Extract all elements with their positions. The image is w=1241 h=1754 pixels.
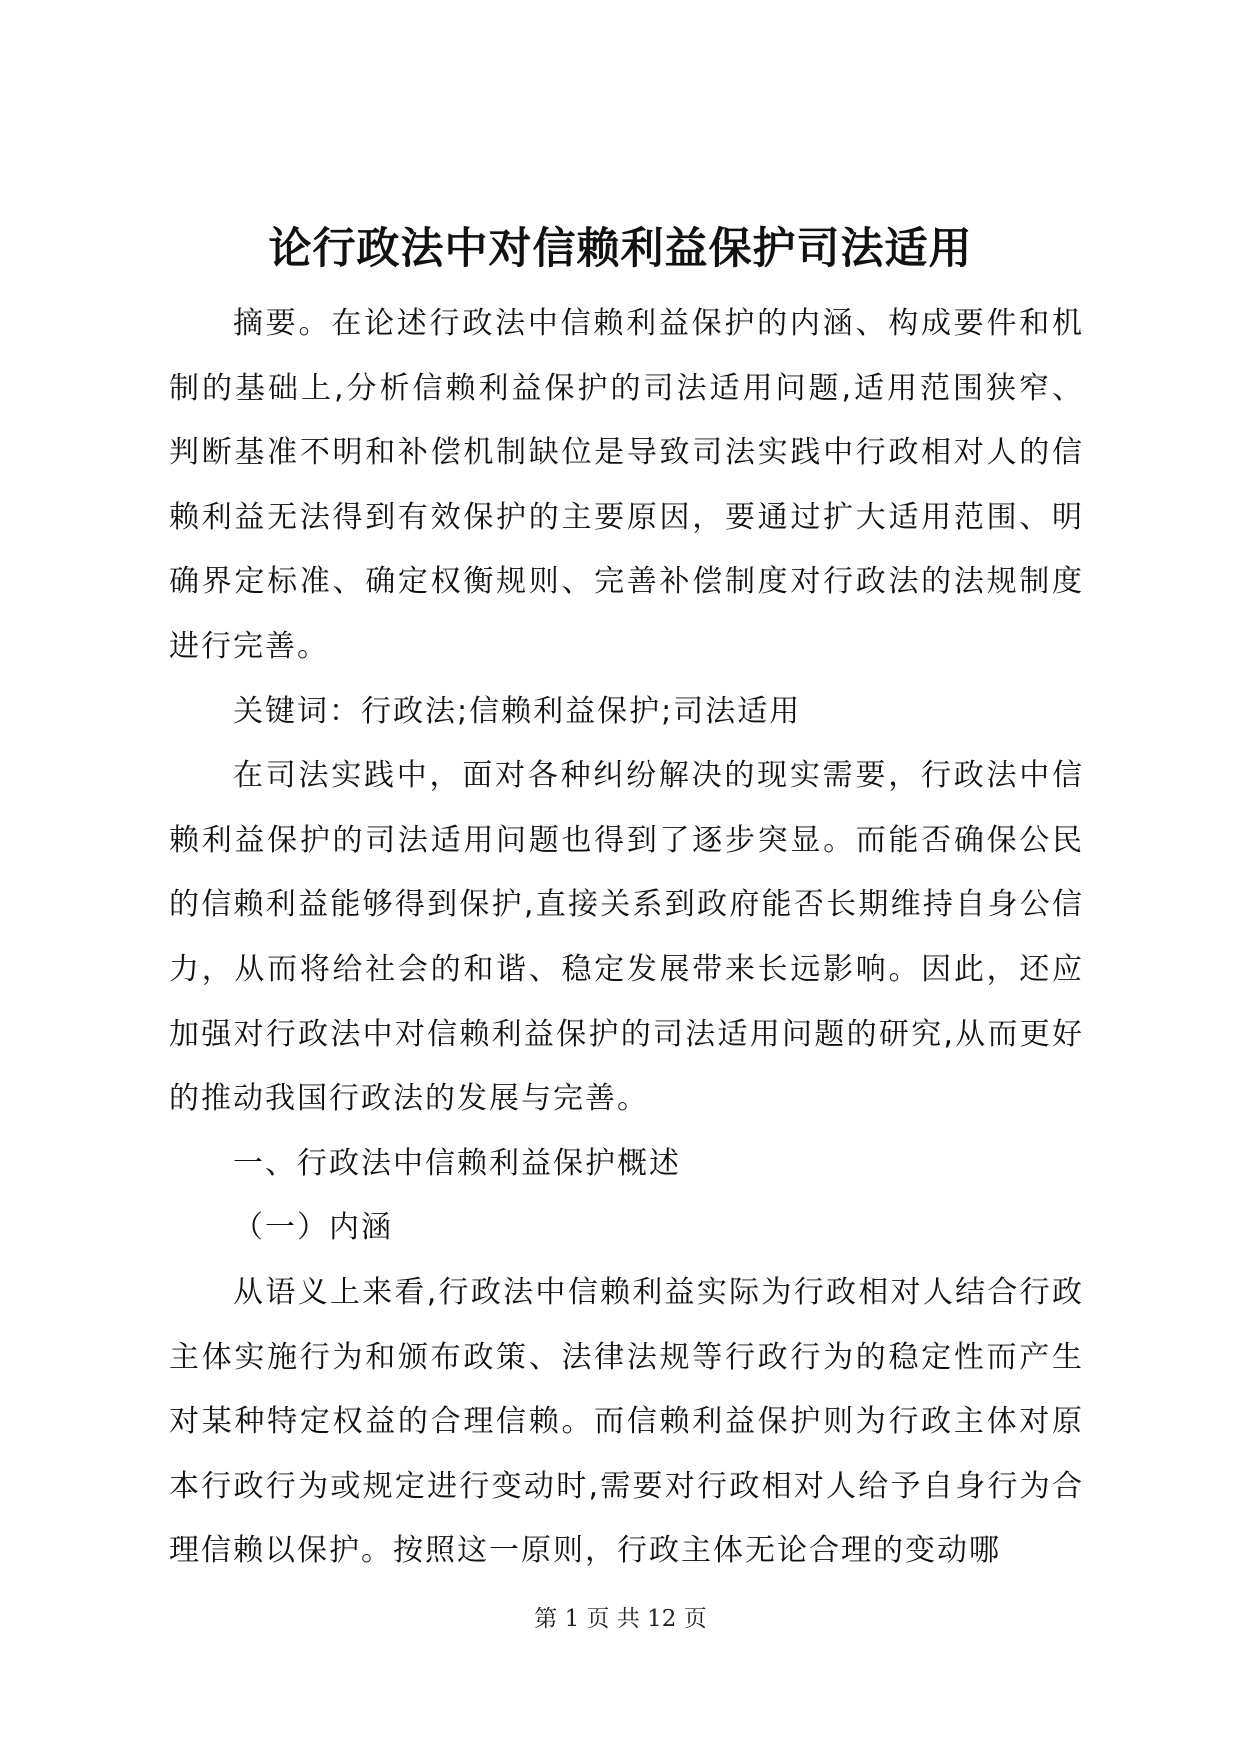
document-body <box>169 292 1084 1584</box>
section-heading: 一、行政法中信赖利益保护概述 <box>233 1145 681 1181</box>
abstract-paragraph: 摘要。在论述行政法中信赖利益保护的内涵、构成要件和机制的基础上,分析信赖利益保护的司法适用问题,适用范围狭窄、判断基准不明和补偿机制缺位是导致司法实践中行政相对人的信赖利益无法得到有效保护的主要原因，要通过扩大适用范围、明确界定标准、确定权衡规则、完善补偿制度对行政法的法规制度进行完善。 <box>169 306 1084 664</box>
subsection-heading: （一）内涵 <box>233 1210 393 1246</box>
body-paragraph: 从语义上来看,行政法中信赖利益实际为行政相对人结合行政主体实施行为和颁布政策、法律法规等行政行为的稳定性而产生对某种特定权益的合理信赖。而信赖利益保护则为行政主体对原本行政行为或规定进行变动时,需要对行政相对人给予自身行为合理信赖以保护。按照这一原则，行政主体无论合理的变动哪 <box>169 1274 1084 1569</box>
keywords-paragraph: 关键词：行政法;信赖利益保护;司法适用 <box>233 693 802 729</box>
page-number-footer: 第 1 页 共 12 页 <box>534 1606 707 1632</box>
intro-paragraph: 在司法实践中，面对各种纠纷解决的现实需要，行政法中信赖利益保护的司法适用问题也得到了逐步突显。而能否确保公民的信赖利益能够得到保护,直接关系到政府能否长期维持自身公信力，从而将给社会的和谐、稳定发展带来长远影响。因此，还应加强对行政法中对信赖利益保护的司法适用问题的研究,从而更好的推动我国行政法的发展与完善。 <box>169 758 1084 1117</box>
document-title: 论行政法中对信赖利益保护司法适用 <box>268 224 973 274</box>
